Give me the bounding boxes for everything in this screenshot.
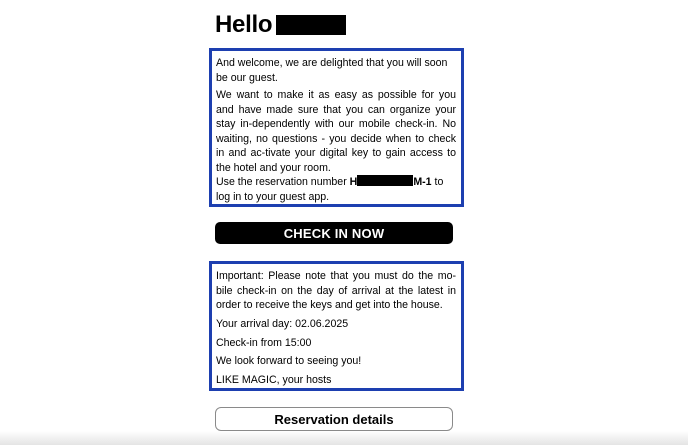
- check-in-time: Check-in from 15:00: [216, 337, 312, 349]
- welcome-paragraph: And welcome, we are delighted that you will soon be our guest.: [216, 57, 448, 84]
- reservation-number-prefix: H: [349, 176, 358, 188]
- arrival-info-box: [209, 261, 464, 391]
- greeting-heading: [215, 10, 346, 40]
- redacted-guest-name: [276, 15, 346, 35]
- important-note: Important: Please note that you must do the mo-bile check-in on the day of arrival at the latest in order to receive the keys and get into the house.: [216, 270, 456, 311]
- check-in-now-button[interactable]: CHECK IN NOW: [215, 222, 453, 244]
- reservation-number-suffix: M-1: [413, 176, 432, 188]
- mobile-checkin-paragraph: We want to make it as easy as possible for you and have made sure that you can organize your stay in-dependently with our mobile check-in. No waiting, no questions - you decide when to check in and ac-tivate your digital key to gain access to the hotel and your room.: [216, 89, 456, 174]
- reservation-number: [350, 176, 432, 188]
- reservation-intro-text: Use the reservation number: [216, 176, 350, 188]
- reservation-outro-text: to log in to your guest app.: [216, 176, 444, 203]
- redacted-reservation-number: [357, 175, 413, 186]
- greeting-text: Hello: [215, 11, 273, 38]
- bottom-fade-overlay: [0, 431, 688, 445]
- closing-line: We look forward to seeing you!: [216, 355, 362, 367]
- reservation-details-button[interactable]: Reservation details: [215, 407, 453, 431]
- arrival-day: Your arrival day: 02.06.2025: [216, 318, 349, 330]
- signoff: LIKE MAGIC, your hosts: [216, 374, 332, 386]
- reservation-number-paragraph: [216, 175, 456, 204]
- welcome-message-box: [209, 48, 464, 207]
